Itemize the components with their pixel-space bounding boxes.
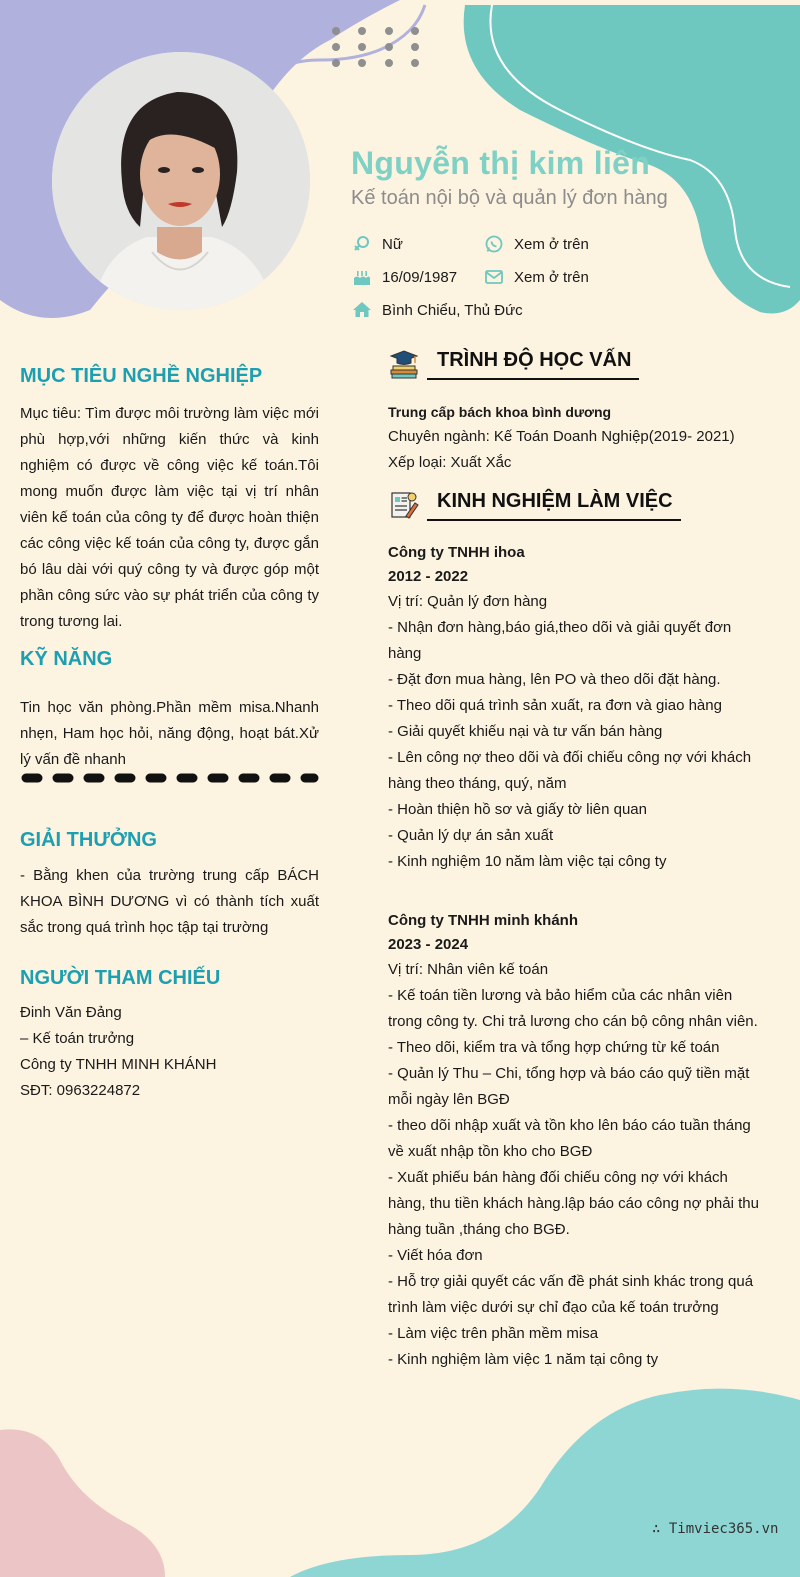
books-graduation-cap-icon xyxy=(388,348,420,380)
address-value: Bình Chiểu, Thủ Đức xyxy=(382,301,523,319)
experience-header xyxy=(388,489,681,521)
awards-text: - Bằng khen của trường trung cấp BÁCH KHOA BÌNH DƯƠNG vì có thành tích xuất sắc trong quá trình học tập tại trường xyxy=(20,867,319,936)
objective-text: Mục tiêu: Tìm được môi trường làm việc mới phù hợp,với những kiến thức và kinh nghiệm có được về công việc kế toán.Tôi mong muốn được làm việc tại vị trí nhân viên kế toán của công ty để được hoàn thiện các công việc kế toán của công ty, được gắn bó lâu dài với quý công ty và được góp một phần công sức vào sự phát triển của công ty trong tương lai. xyxy=(20,405,319,630)
job-title: Kế toán nội bộ và quản lý đơn hàng xyxy=(351,187,668,209)
job-detail: - Theo dõi, kiểm tra và tổng hợp chứng từ kế toán xyxy=(388,1039,720,1056)
phone-value[interactable]: Xem ở trên xyxy=(514,235,589,253)
job-entry-1 xyxy=(388,541,768,875)
job-detail: - Làm việc trên phần mềm misa xyxy=(388,1325,599,1342)
references-heading: NGƯỜI THAM CHIẾU xyxy=(20,967,221,989)
job-detail: - Quản lý dự án sản xuất xyxy=(388,827,554,844)
job-entry-2 xyxy=(388,909,768,1373)
job-detail: - Kinh nghiệm 10 năm làm việc tại công ty xyxy=(388,853,667,870)
job-detail: - theo dõi nhập xuất và tồn kho lên báo cáo tuần tháng về xuất nhập tồn kho cho BGĐ xyxy=(388,1117,751,1160)
gender-row xyxy=(351,234,403,254)
job-detail: - Giải quyết khiếu nại và tư vấn bán hàng xyxy=(388,723,663,740)
job-detail: - Viết hóa đơn xyxy=(388,1247,483,1264)
document-pen-icon xyxy=(388,489,420,521)
job-detail: - Nhận đơn hàng,báo giá,theo dõi và giải quyết đơn hàng xyxy=(388,619,732,662)
experience-heading: KINH NGHIỆM LÀM VIỆC xyxy=(427,490,681,521)
reference-line: SĐT: 0963224872 xyxy=(20,1082,141,1099)
job-detail: - Kế toán tiền lương và bảo hiểm của các nhân viên trong công ty. Chi trả lương cho cán bộ công nhân viên. xyxy=(388,987,758,1030)
avatar xyxy=(52,52,310,310)
reference-line: Công ty TNHH MINH KHÁNH xyxy=(20,1056,217,1073)
skills-text: Tin học văn phòng.Phần mềm misa.Nhanh nhẹn, Ham học hỏi, năng động, hoạt bát.Xử lý vấn đề nhanh xyxy=(20,699,319,768)
portrait-image xyxy=(52,52,310,310)
reference-line: – Kế toán trưởng xyxy=(20,1030,135,1047)
job-detail: - Xuất phiếu bán hàng đối chiếu công nợ với khách hàng, thu tiền khách hàng.lập báo cáo công nợ phải thu hàng tuần ,tháng cho BGĐ. xyxy=(388,1169,759,1238)
envelope-icon xyxy=(483,267,505,287)
job-period: 2012 - 2022 xyxy=(388,568,469,585)
whatsapp-phone-icon xyxy=(483,234,505,254)
education-grade: Xếp loại: Xuất Xắc xyxy=(388,454,512,471)
job-detail: - Kinh nghiệm làm việc 1 năm tại công ty xyxy=(388,1351,659,1368)
education-header xyxy=(388,348,639,380)
email-row xyxy=(483,267,589,287)
job-detail: - Đặt đơn mua hàng, lên PO và theo dõi đặt hàng. xyxy=(388,671,721,688)
brand-watermark[interactable]: ∴ Timviec365.vn xyxy=(652,1521,779,1537)
job-detail: - Theo dõi quá trình sản xuất, ra đơn và giao hàng xyxy=(388,697,722,714)
education-major: Chuyên ngành: Kế Toán Doanh Nghiệp(2019- 2021) xyxy=(388,428,735,445)
phone-row xyxy=(483,234,589,254)
school-name: Trung cấp bách khoa bình dương xyxy=(388,404,612,420)
address-row xyxy=(351,300,523,320)
education-heading: TRÌNH ĐỘ HỌC VẤN xyxy=(427,349,639,380)
job-detail: - Lên công nợ theo dõi và đối chiếu công nợ với khách hàng theo tháng, quý, năm xyxy=(388,749,752,792)
company-name: Công ty TNHH minh khánh xyxy=(388,912,578,929)
gender-value: Nữ xyxy=(382,235,403,253)
brand-name: Timviec365.vn xyxy=(668,1521,779,1537)
awards-section xyxy=(20,829,319,941)
skills-heading: KỸ NĂNG xyxy=(20,648,113,670)
company-name: Công ty TNHH ihoa xyxy=(388,544,525,561)
email-value[interactable]: Xem ở trên xyxy=(514,268,589,286)
job-position: Vị trí: Nhân viên kế toán xyxy=(388,961,549,978)
job-detail: - Hỗ trợ giải quyết các vấn đề phát sinh khác trong quá trình làm việc dưới sự chỉ đạo của kế toán trưởng xyxy=(388,1273,754,1316)
skill-level-bar xyxy=(20,771,320,785)
birthday-value: 16/09/1987 xyxy=(382,268,458,286)
home-icon xyxy=(351,300,373,320)
pink-blob xyxy=(0,1429,165,1577)
bottom-teal-blob xyxy=(290,1389,800,1577)
job-detail: - Hoàn thiện hồ sơ và giấy tờ liên quan xyxy=(388,801,647,818)
objective-heading: MỤC TIÊU NGHỀ NGHIỆP xyxy=(20,365,263,387)
gender-female-icon xyxy=(351,234,373,254)
job-position: Vị trí: Quản lý đơn hàng xyxy=(388,593,548,610)
awards-heading: GIẢI THƯỞNG xyxy=(20,829,157,851)
birthday-row xyxy=(351,267,457,287)
candidate-name: Nguyễn thị kim liên xyxy=(351,145,651,181)
objective-section xyxy=(20,365,319,635)
job-period: 2023 - 2024 xyxy=(388,936,469,953)
birthday-cake-icon xyxy=(351,267,373,287)
references-section xyxy=(20,967,319,1104)
education-content xyxy=(388,400,768,476)
skills-section xyxy=(20,648,319,773)
job-detail: - Quản lý Thu – Chi, tổng hợp và báo cáo quỹ tiền mặt mỗi ngày lên BGĐ xyxy=(388,1065,750,1108)
reference-line: Đinh Văn Đảng xyxy=(20,1004,122,1021)
